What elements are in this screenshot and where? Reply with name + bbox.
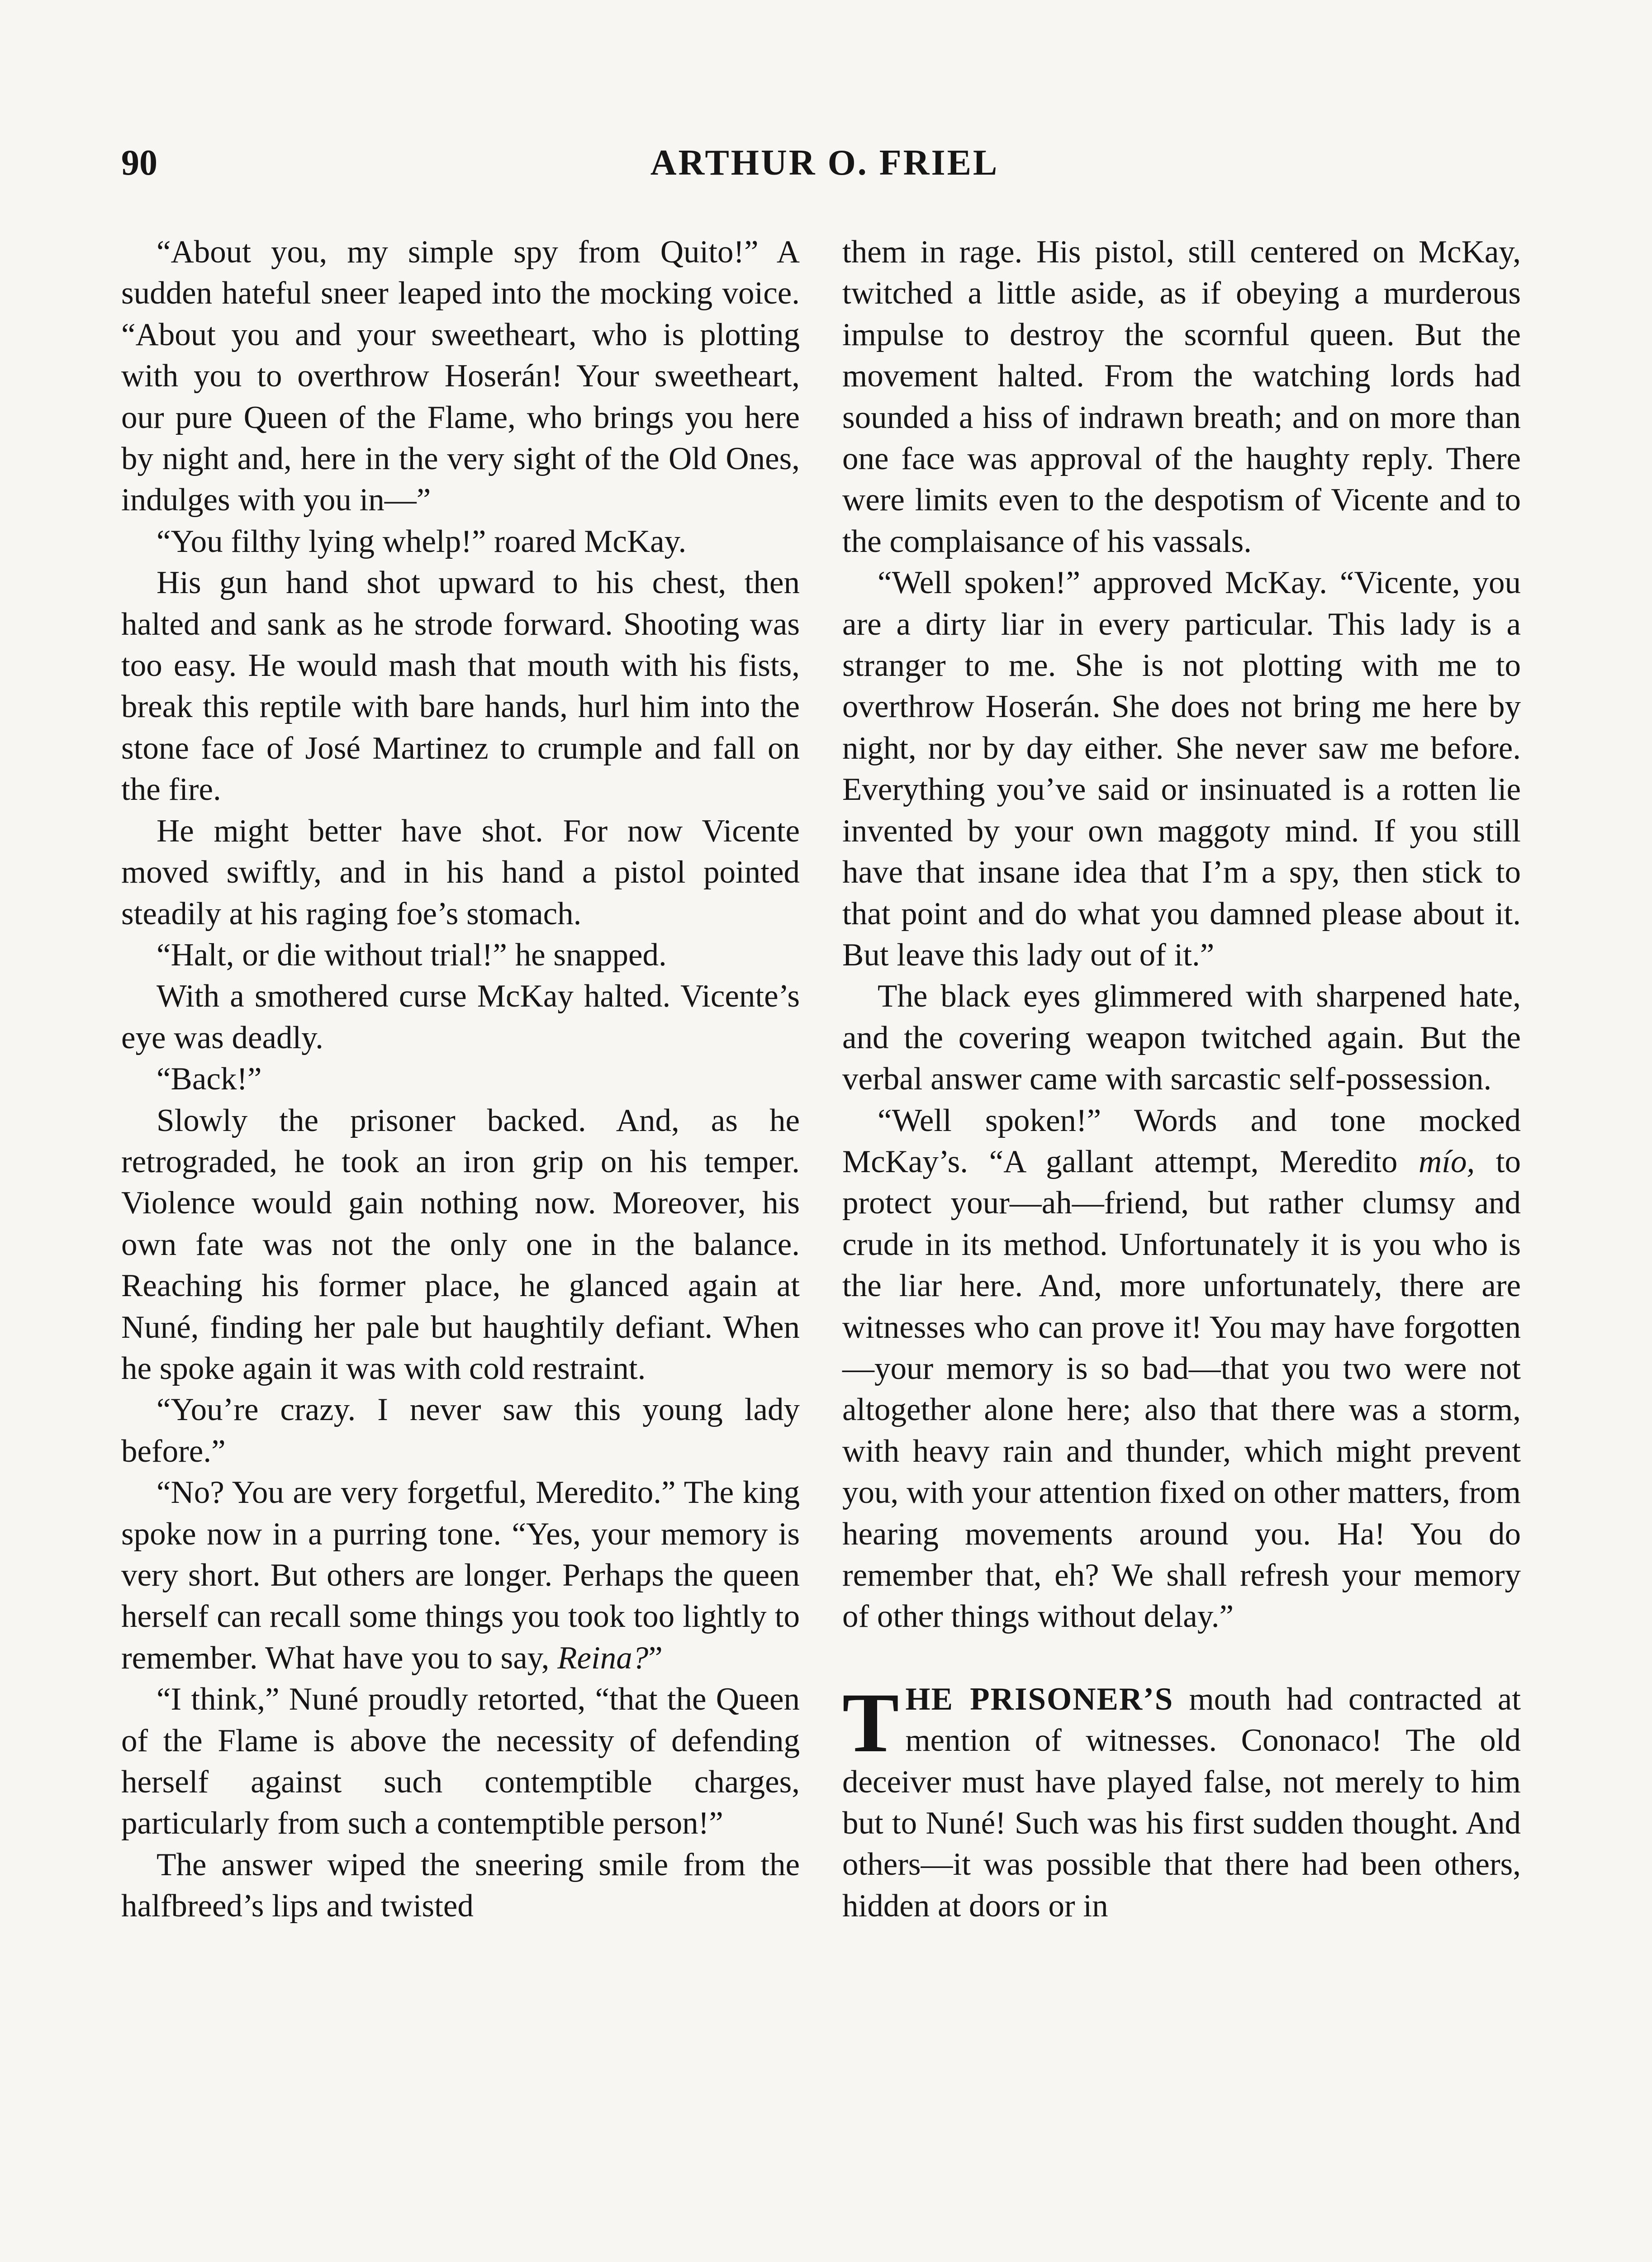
section-lead-in: HE PRISONER’S	[905, 1681, 1174, 1717]
author-name: ARTHUR O. FRIEL	[650, 143, 999, 183]
paragraph-text: mouth had contracted at mention of witnesses. Cononaco! The old deceiver must have played false, not merely to him but to Nuné! Such was his first sudden thought. And others—it was possible that there had been others, hidden at doors or in	[842, 1681, 1521, 1924]
running-head	[121, 138, 1528, 188]
paragraph-text: ”	[648, 1640, 663, 1676]
paragraph-mio	[842, 1100, 1521, 1638]
paragraph-continuation: them in rage. His pistol, still centered on McKay, twitched a little aside, as if obeying a murderous impulse to destroy the scornful queen. But the movement halted. From the watching lords had sounded a hiss of indrawn breath; and on more than one face was approval of the haughty reply. There were limits even to the despotism of Vicente and to the complaisance of his vassals.	[842, 234, 1521, 559]
paragraph: “Back!”	[157, 1061, 262, 1097]
page-number: 90	[121, 143, 157, 183]
paragraph: Slowly the prisoner backed. And, as he retrograded, he took an iron grip on his temper. Violence would gain nothing now. Moreover, his own fate was not the only one in the balance. Reaching his former place, he glanced again at Nuné, finding her pale but haughtily defiant. When he spoke again it was with cold restraint.	[121, 1102, 800, 1386]
paragraph-text: “No? You are very forgetful, Meredito.” The king spoke now in a purring tone. “Yes, your memory is very short. But others are longer. Perhaps the queen herself can recall some things you took too lightly to remember. What have you to say,	[121, 1475, 800, 1676]
paragraph: “You’re crazy. I never saw this young lady before.”	[121, 1392, 800, 1469]
italic-word: Reina?	[557, 1640, 649, 1676]
paragraph: The answer wiped the sneering smile from the halfbreed’s lips and twisted	[121, 1847, 800, 1924]
right-column	[842, 232, 1521, 1927]
paragraph: “You filthy lying whelp!” roared McKay.	[157, 523, 687, 559]
drop-cap: T	[842, 1675, 899, 1770]
left-column	[121, 232, 800, 1927]
paragraph: “Well spoken!” approved McKay. “Vicente, you are a dirty liar in every particular. This lady is a stranger to me. She is not plotting with me to overthrow Hoserán. She does not bring me here by night, nor by day either. She never saw me before. Everything you’ve said or insinuated is a rotten lie invented by your own maggoty mind. If you still have that insane idea that I’m a spy, then stick to that point and do what you damned please about it. But leave this lady out of it.”	[842, 565, 1521, 973]
paragraph: He might better have shot. For now Vicente moved swiftly, and in his hand a pistol pointed steadily at his raging foe’s stomach.	[121, 813, 800, 931]
paragraph-reina	[121, 1472, 800, 1679]
italic-word: mío,	[1418, 1144, 1475, 1179]
paragraph: “About you, my simple spy from Quito!” A sudden hateful sneer leaped into the mocking voice. “About you and your sweetheart, who is plotting with you to overthrow Hoserán! Your sweetheart, our pure Queen of the Flame, who brings you here by night and, here in the very sight of the Old Ones, indulges with you in—”	[121, 234, 800, 518]
paragraph: His gun hand shot upward to his chest, then halted and sank as he strode forward. Shooting was too easy. He would mash that mouth with his fists, break this reptile with bare hands, hurl him into the stone face of José Martinez to crumple and fall on the fire.	[121, 565, 800, 808]
paragraph: “I think,” Nuné proudly retorted, “that the Queen of the Flame is above the necessity of defending herself against such contemptible charges, particularly from such a contemptible person!”	[121, 1682, 800, 1841]
paragraph: The black eyes glimmered with sharpened hate, and the covering weapon twitched again. But the verbal answer came with sarcastic self-possession.	[842, 979, 1521, 1097]
paragraph-text: to protect your—ah—friend, but rather clumsy and crude in its method. Unfortunately it is you who is the liar here. And, more unfortunately, there are witnesses who can prove it! You may have forgotten—your memory is so bad—that you two were not altogether alone here; also that there was a storm, with heavy rain and thunder, which might prevent you, with your attention fixed on other matters, from hearing movements around you. Ha! You do remember that, eh? We shall refresh your memory of other things without delay.”	[842, 1144, 1521, 1635]
paragraph: With a smothered curse McKay halted. Vicente’s eye was deadly.	[121, 979, 800, 1055]
paragraph: “Halt, or die without trial!” he snapped.	[157, 937, 667, 973]
paragraph-text: “Well spoken!” Words and tone mocked McKay’s. “A gallant attempt, Meredito	[842, 1102, 1521, 1179]
section-opening-paragraph	[842, 1675, 1521, 1927]
